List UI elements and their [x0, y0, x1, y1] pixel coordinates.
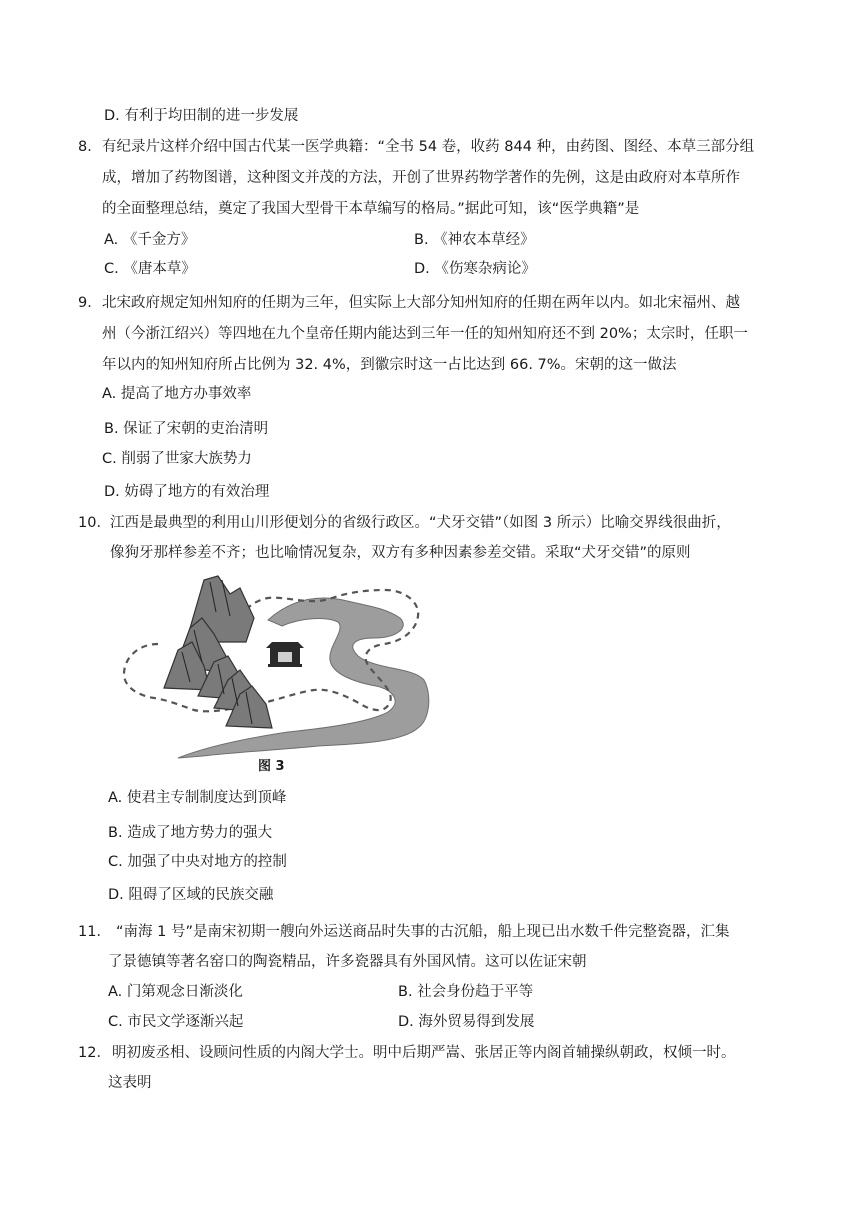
q9-stem-line-1: 北宋政府规定知州知府的任期为三年，但实际上大部分知州知府的任期在两年以内。如北宋福州、越	[102, 295, 740, 311]
q8-stem-line-2: 成，增加了药物图谱，这种图文并茂的方法，开创了世界药物学著作的先例，这是由政府对本草所作	[102, 170, 740, 186]
q9-option-b: B. 保证了宋朝的吏治清明	[104, 421, 269, 437]
q11-option-b: B. 社会身份趋于平等	[398, 984, 534, 1000]
q11-number: 11．	[78, 924, 111, 940]
q8-stem-line-1: 有纪录片这样介绍中国古代某一医学典籍：“全书 54 卷，收药 844 种，由药图、图经、本草三部分组	[102, 139, 755, 155]
q11-option-d: D. 海外贸易得到发展	[398, 1014, 535, 1030]
q7-option-d: D. 有利于均田制的进一步发展	[104, 108, 299, 124]
q8-number: 8．	[78, 139, 102, 155]
q11-option-c: C. 市民文学逐渐兴起	[108, 1014, 244, 1030]
q9-stem-line-3: 年以内的知州知府所占比例为 32. 4%，到徽宗时这一占比达到 66. 7%。宋朝的这一做法	[102, 357, 677, 373]
q12-stem-line-2: 这表明	[108, 1075, 152, 1091]
q9-option-d: D. 妨碍了地方的有效治理	[104, 484, 270, 500]
q10-stem-line-1: 江西是最典型的利用山川形便划分的省级行政区。“犬牙交错”（如图 3 所示）比喻交界线很曲折，	[110, 515, 731, 531]
q12-number: 12．	[78, 1045, 111, 1061]
q10-option-c: C. 加强了中央对地方的控制	[108, 854, 287, 870]
q10-option-b: B. 造成了地方势力的强大	[108, 825, 273, 841]
q10-option-a: A. 使君主专制制度达到顶峰	[108, 790, 287, 806]
q9-stem-line-2: 州（今浙江绍兴）等四地在九个皇帝任期内能达到三年一任的知州知府还不到 20%；太宗时，任职一	[102, 326, 748, 342]
q10-number: 10．	[78, 515, 111, 531]
figure-3-interlocking-border-illustration	[118, 572, 434, 760]
q11-option-a: A. 门第观念日渐淡化	[108, 984, 243, 1000]
q9-option-c: C. 削弱了世家大族势力	[102, 451, 252, 467]
q8-stem-line-3: 的全面整理总结，奠定了我国大型骨干本草编写的格局。”据此可知，该“医学典籍”是	[102, 201, 640, 217]
mountain-range	[164, 576, 272, 728]
q12-stem-line-1: 明初废丞相、设顾问性质的内阁大学士。明中后期严嵩、张居正等内阁首辅操纵朝政，权倾一时。	[112, 1045, 736, 1061]
q8-option-b: B. 《神农本草经》	[414, 232, 535, 248]
q11-stem-line-2: 了景德镇等著名窑口的陶瓷精品，许多瓷器具有外国风情。这可以佐证宋朝	[108, 954, 587, 970]
q8-option-c: C. 《唐本草》	[104, 261, 196, 277]
q10-option-d: D. 阻碍了区域的民族交融	[108, 887, 274, 903]
pavilion-icon	[266, 642, 304, 667]
q11-stem-line-1: “南海 1 号”是南宋初期一艘向外运送商品时失事的古沉船，船上现已出水数千件完整瓷器，汇集	[116, 924, 730, 940]
q9-option-a: A. 提高了地方办事效率	[102, 386, 252, 402]
q8-option-a: A. 《千金方》	[104, 232, 196, 248]
figure-3-caption: 图 3	[258, 759, 285, 774]
q8-option-d: D. 《伤寒杂病论》	[414, 261, 536, 277]
q9-number: 9．	[78, 295, 102, 311]
q10-stem-line-2: 像狗牙那样参差不齐；也比喻情况复杂，双方有多种因素参差交错。采取“犬牙交错”的原则	[110, 545, 691, 561]
